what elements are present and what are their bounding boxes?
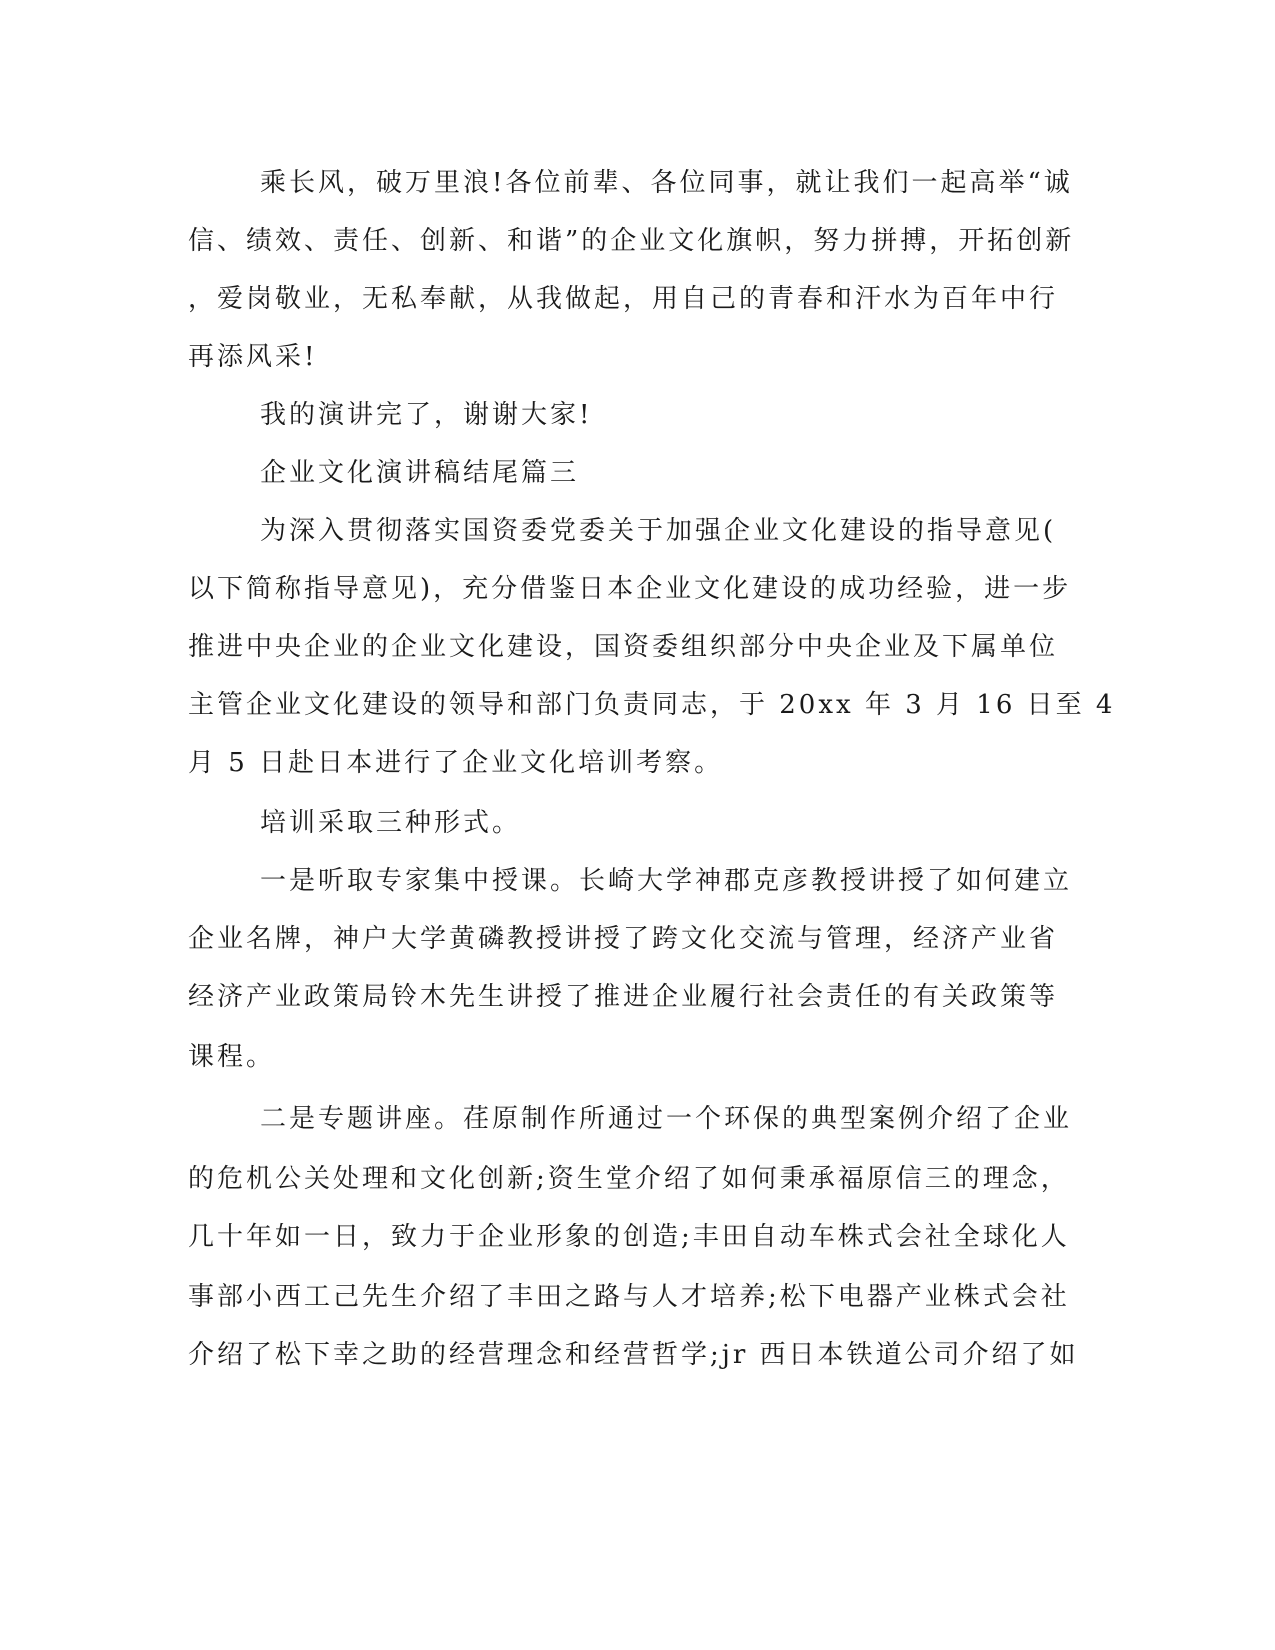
text-line: 为深入贯彻落实国资委党委关于加强企业文化建设的指导意见( [260, 516, 1057, 546]
text-line: ，爱岗敬业，无私奉献，从我做起，用自己的青春和汗水为百年中行 [188, 284, 1059, 314]
text-line: 事部小西工己先生介绍了丰田之路与人才培养;松下电器产业株式会社 [188, 1282, 1070, 1312]
text-line: 企业名牌，神户大学黄磷教授讲授了跨文化交流与管理，经济产业省 [188, 924, 1059, 954]
text-line: 以下简称指导意见)，充分借鉴日本企业文化建设的成功经验，进一步 [188, 574, 1072, 604]
text-line: 课程。 [188, 1042, 276, 1072]
text-line: 经济产业政策局铃木先生讲授了推进企业履行社会责任的有关政策等 [188, 982, 1059, 1012]
text-line: 介绍了松下幸之助的经营理念和经营哲学;jr 西日本铁道公司介绍了如 [188, 1340, 1079, 1370]
text-line: 乘长风，破万里浪!各位前辈、各位同事，就让我们一起高举“诚 [260, 168, 1073, 198]
text-line: 的危机公关处理和文化创新;资生堂介绍了如何秉承福原信三的理念， [188, 1164, 1070, 1194]
text-line: 二是专题讲座。荏原制作所通过一个环保的典型案例介绍了企业 [260, 1104, 1073, 1134]
text-line: 我的演讲完了，谢谢大家! [260, 400, 593, 430]
text-line: 推进中央企业的企业文化建设，国资委组织部分中央企业及下属单位 [188, 632, 1059, 662]
text-line: 月 5 日赴日本进行了企业文化培训考察。 [188, 748, 724, 778]
text-line: 一是听取专家集中授课。长崎大学神郡克彦教授讲授了如何建立 [260, 866, 1073, 896]
text-line: 再添风采! [188, 342, 318, 372]
text-line: 信、绩效、责任、创新、和谐”的企业文化旗帜，努力拼搏，开拓创新 [188, 226, 1075, 256]
text-line: 主管企业文化建设的领导和部门负责同志，于 20xx 年 3 月 16 日至 4 [188, 690, 1116, 720]
text-line: 培训采取三种形式。 [260, 808, 522, 838]
text-line: 几十年如一日，致力于企业形象的创造;丰田自动车株式会社全球化人 [188, 1222, 1070, 1252]
section-heading: 企业文化演讲稿结尾篇三 [260, 458, 580, 488]
